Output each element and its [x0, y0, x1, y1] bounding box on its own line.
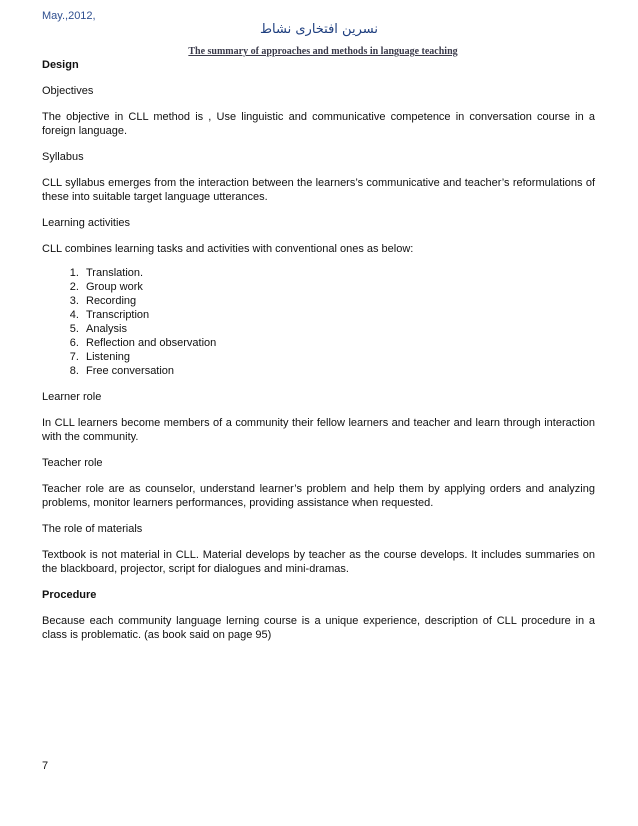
- teacher-role-paragraph: Teacher role are as counselor, understand learner’s problem and help them by applying orders and analyzing problems, monitor learners performances, providing assistance when requested.: [42, 483, 595, 509]
- list-item: 6. Reflection and observation: [82, 336, 595, 350]
- syllabus-heading: Syllabus: [42, 151, 84, 163]
- list-item: 4. Transcription: [82, 308, 595, 322]
- materials-paragraph: Textbook is not material in CLL. Material develops by teacher as the course develops. It includes summaries on the blackboard, projector, script for dialogues and mini-dramas.: [42, 549, 595, 575]
- objectives-heading: Objectives: [42, 85, 94, 97]
- activities-list: [42, 266, 595, 378]
- teacher-role-heading: Teacher role: [42, 457, 103, 469]
- list-item: 8. Free conversation: [82, 364, 595, 378]
- list-item: 1. Translation.: [82, 266, 595, 280]
- materials-heading: The role of materials: [42, 523, 143, 535]
- list-item: 7. Listening: [82, 350, 595, 364]
- learner-role-heading: Learner role: [42, 391, 102, 403]
- list-item: 2. Group work: [82, 280, 595, 294]
- list-item: 5. Analysis: [82, 322, 595, 336]
- document-body: [42, 58, 595, 642]
- header-date: May.,2012,: [42, 10, 96, 22]
- list-item: 3. Recording: [82, 294, 595, 308]
- page-number: 7: [42, 760, 49, 772]
- procedure-heading: Procedure: [42, 589, 97, 601]
- learner-role-paragraph: In CLL learners become members of a community their fellow learners and teacher and learn through interaction with the community.: [42, 417, 595, 443]
- header-author-name: نسرین افتخاری نشاط: [260, 22, 378, 37]
- header-subtitle: The summary of approaches and methods in language teaching: [188, 46, 458, 57]
- objectives-paragraph: The objective in CLL method is , Use linguistic and communicative competence in conversation course in a foreign language.: [42, 111, 595, 137]
- learning-activities-heading: Learning activities: [42, 217, 131, 229]
- design-heading: Design: [42, 59, 79, 71]
- learning-activities-intro: CLL combines learning tasks and activities with conventional ones as below:: [42, 243, 414, 255]
- procedure-paragraph: Because each community language lerning course is a unique experience, description of CLL procedure in a class is problematic. (as book said on page 95): [42, 615, 595, 641]
- syllabus-paragraph: CLL syllabus emerges from the interaction between the learners’s communicative and teacher’s reformulations of these into suitable target language utterances.: [42, 177, 595, 203]
